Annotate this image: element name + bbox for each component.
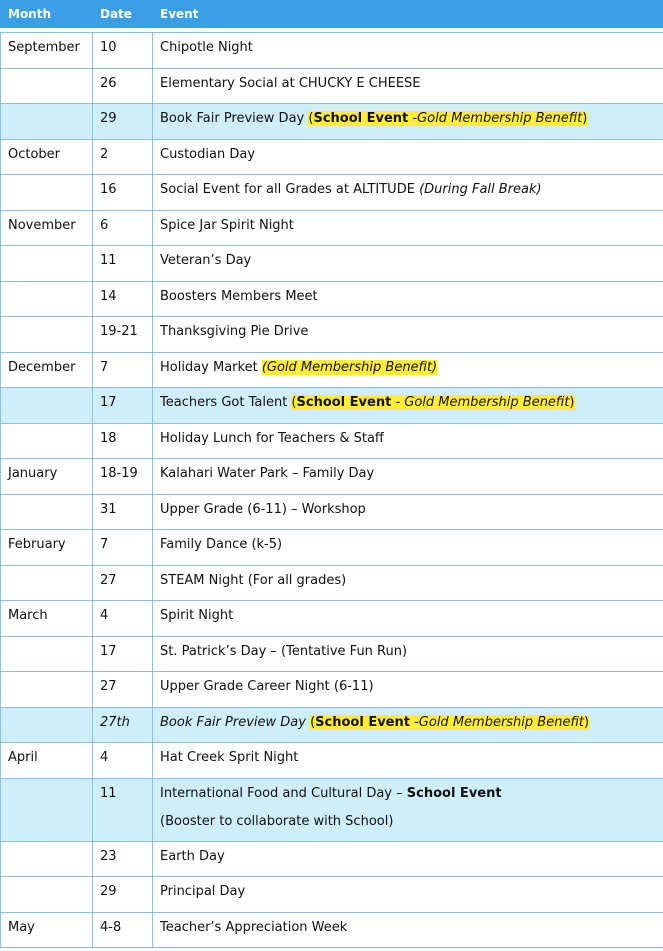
event-text: Veteran’s Day [160, 253, 252, 268]
month-cell: October [1, 139, 93, 175]
event-text: Upper Grade (6-11) – Workshop [160, 501, 366, 517]
event-text: Kalahari Water Park – Family Day [160, 466, 375, 481]
table-row [1, 139, 663, 175]
event-text: Thanksgiving Pie Drive [160, 324, 309, 339]
date-cell: 27 [93, 672, 153, 708]
event-cell [153, 778, 663, 841]
month-cell [1, 246, 93, 282]
date-cell: 14 [93, 281, 153, 317]
table-row-highlighted [1, 778, 663, 841]
event-cell [153, 423, 663, 459]
event-text: Spirit Night [160, 608, 234, 623]
event-text: Spice Jar Spirit Night [160, 217, 294, 233]
event-cell [153, 352, 663, 388]
event-note: (During Fall Break) [419, 182, 542, 197]
event-text: Principal Day [160, 884, 246, 899]
event-text: Elementary Social at CHUCKY E CHEESE [160, 75, 421, 91]
date-cell: 7 [93, 530, 153, 566]
event-text: Chipotle Night [160, 40, 253, 55]
date-cell: 27th [93, 707, 153, 743]
date-cell: 18 [93, 423, 153, 459]
date-cell: 11 [93, 778, 153, 841]
table-row [1, 841, 663, 877]
month-cell: December [1, 352, 93, 388]
event-cell [153, 877, 663, 913]
month-cell [1, 388, 93, 424]
date-cell: 26 [93, 68, 153, 104]
month-cell [1, 636, 93, 672]
header-date: Date [93, 1, 153, 30]
table-row [1, 636, 663, 672]
month-cell: November [1, 210, 93, 246]
event-cell [153, 672, 663, 708]
event-text: Holiday Lunch for Teachers & Staff [160, 430, 384, 446]
table-row [1, 672, 663, 708]
table-row [1, 281, 663, 317]
table-header [1, 1, 663, 30]
date-cell: 17 [93, 636, 153, 672]
table-row [1, 317, 663, 353]
month-cell: September [1, 33, 93, 69]
month-cell [1, 778, 93, 841]
event-cell [153, 841, 663, 877]
table-row-highlighted [1, 388, 663, 424]
event-cell [153, 104, 663, 140]
table-row [1, 33, 663, 69]
date-cell: 31 [93, 494, 153, 530]
month-cell [1, 707, 93, 743]
event-cell [153, 246, 663, 282]
event-text: STEAM Night (For all grades) [160, 572, 347, 588]
event-text: Family Dance (k-5) [160, 537, 283, 552]
table-row [1, 877, 663, 913]
date-cell: 7 [93, 352, 153, 388]
event-text: Boosters Members Meet [160, 288, 318, 304]
table-row [1, 912, 663, 948]
event-cell [153, 601, 663, 637]
date-cell: 4-8 [93, 912, 153, 948]
event-cell [153, 912, 663, 948]
highlight-tag: (School Event -Gold Membership Benefit) [310, 714, 590, 730]
school-event-label: School Event [315, 714, 410, 730]
event-text: St. Patrick’s Day – (Tentative Fun Run) [160, 643, 408, 659]
table-row [1, 565, 663, 601]
date-cell: 17 [93, 388, 153, 424]
event-cell [153, 636, 663, 672]
month-cell [1, 877, 93, 913]
date-cell: 4 [93, 743, 153, 779]
date-cell: 29 [93, 104, 153, 140]
highlight-tag: (School Event - Gold Membership Benefit) [291, 395, 575, 410]
date-cell: 4 [93, 601, 153, 637]
event-text: Hat Creek Sprit Night [160, 750, 299, 765]
event-cell [153, 68, 663, 104]
gold-benefit-label: -Gold Membership Benefit [408, 111, 583, 126]
table-row [1, 210, 663, 246]
date-cell: 19-21 [93, 317, 153, 353]
date-cell: 16 [93, 175, 153, 211]
month-cell: February [1, 530, 93, 566]
table-row [1, 423, 663, 459]
table-row [1, 352, 663, 388]
school-event-label: School Event [406, 785, 502, 801]
event-text: Teacher’s Appreciation Week [160, 919, 348, 935]
event-cell [153, 565, 663, 601]
month-cell [1, 494, 93, 530]
table-row [1, 68, 663, 104]
header-event: Event [153, 1, 663, 30]
event-cell [153, 743, 663, 779]
month-cell: March [1, 601, 93, 637]
table-row-highlighted [1, 104, 663, 140]
month-cell [1, 672, 93, 708]
month-cell: January [1, 459, 93, 495]
event-cell [153, 281, 663, 317]
date-cell: 18-19 [93, 459, 153, 495]
table-row [1, 494, 663, 530]
event-cell [153, 530, 663, 566]
event-cell [153, 459, 663, 495]
month-cell [1, 565, 93, 601]
month-cell [1, 281, 93, 317]
school-event-label: School Event [313, 111, 409, 126]
event-cell [153, 175, 663, 211]
date-cell: 10 [93, 33, 153, 69]
event-cell [153, 494, 663, 530]
month-cell [1, 175, 93, 211]
event-text: Upper Grade Career Night (6-11) [160, 679, 374, 694]
event-cell [153, 33, 663, 69]
table-row [1, 743, 663, 779]
month-cell [1, 104, 93, 140]
table-row [1, 246, 663, 282]
highlight-tag: (School Event -Gold Membership Benefit) [308, 111, 588, 126]
month-cell [1, 317, 93, 353]
event-text: Earth Day [160, 848, 225, 864]
event-cell [153, 210, 663, 246]
date-cell: 11 [93, 246, 153, 282]
table-row [1, 530, 663, 566]
event-cell [153, 317, 663, 353]
month-cell [1, 423, 93, 459]
gold-benefit-label: (Gold Membership Benefit) [261, 359, 438, 375]
event-cell [153, 139, 663, 175]
event-subtext: (Booster to collaborate with School) [160, 813, 394, 829]
date-cell: 23 [93, 841, 153, 877]
event-text: International Food and Cultural Day – [160, 785, 407, 801]
month-cell: May [1, 912, 93, 948]
date-cell: 2 [93, 139, 153, 175]
school-event-label: School Event [296, 395, 392, 410]
event-text: Social Event for all Grades at ALTITUDE [160, 182, 420, 197]
event-cell [153, 707, 663, 743]
table-row [1, 175, 663, 211]
gold-benefit-label: - Gold Membership Benefit [391, 395, 570, 410]
event-text: Custodian Day [160, 146, 256, 162]
date-cell: 6 [93, 210, 153, 246]
month-cell [1, 841, 93, 877]
month-cell: April [1, 743, 93, 779]
date-cell: 29 [93, 877, 153, 913]
table-row [1, 601, 663, 637]
table-row [1, 459, 663, 495]
event-text: Book Fair Preview Day [160, 111, 309, 126]
gold-benefit-label: -Gold Membership Benefit [409, 714, 584, 730]
date-cell: 27 [93, 565, 153, 601]
header-month: Month [1, 1, 93, 30]
table-row-highlighted [1, 707, 663, 743]
event-text: Holiday Market [160, 359, 262, 375]
month-cell [1, 68, 93, 104]
event-text: Book Fair Preview Day [160, 714, 311, 730]
event-text: Teachers Got Talent [160, 395, 292, 410]
event-cell [153, 388, 663, 424]
